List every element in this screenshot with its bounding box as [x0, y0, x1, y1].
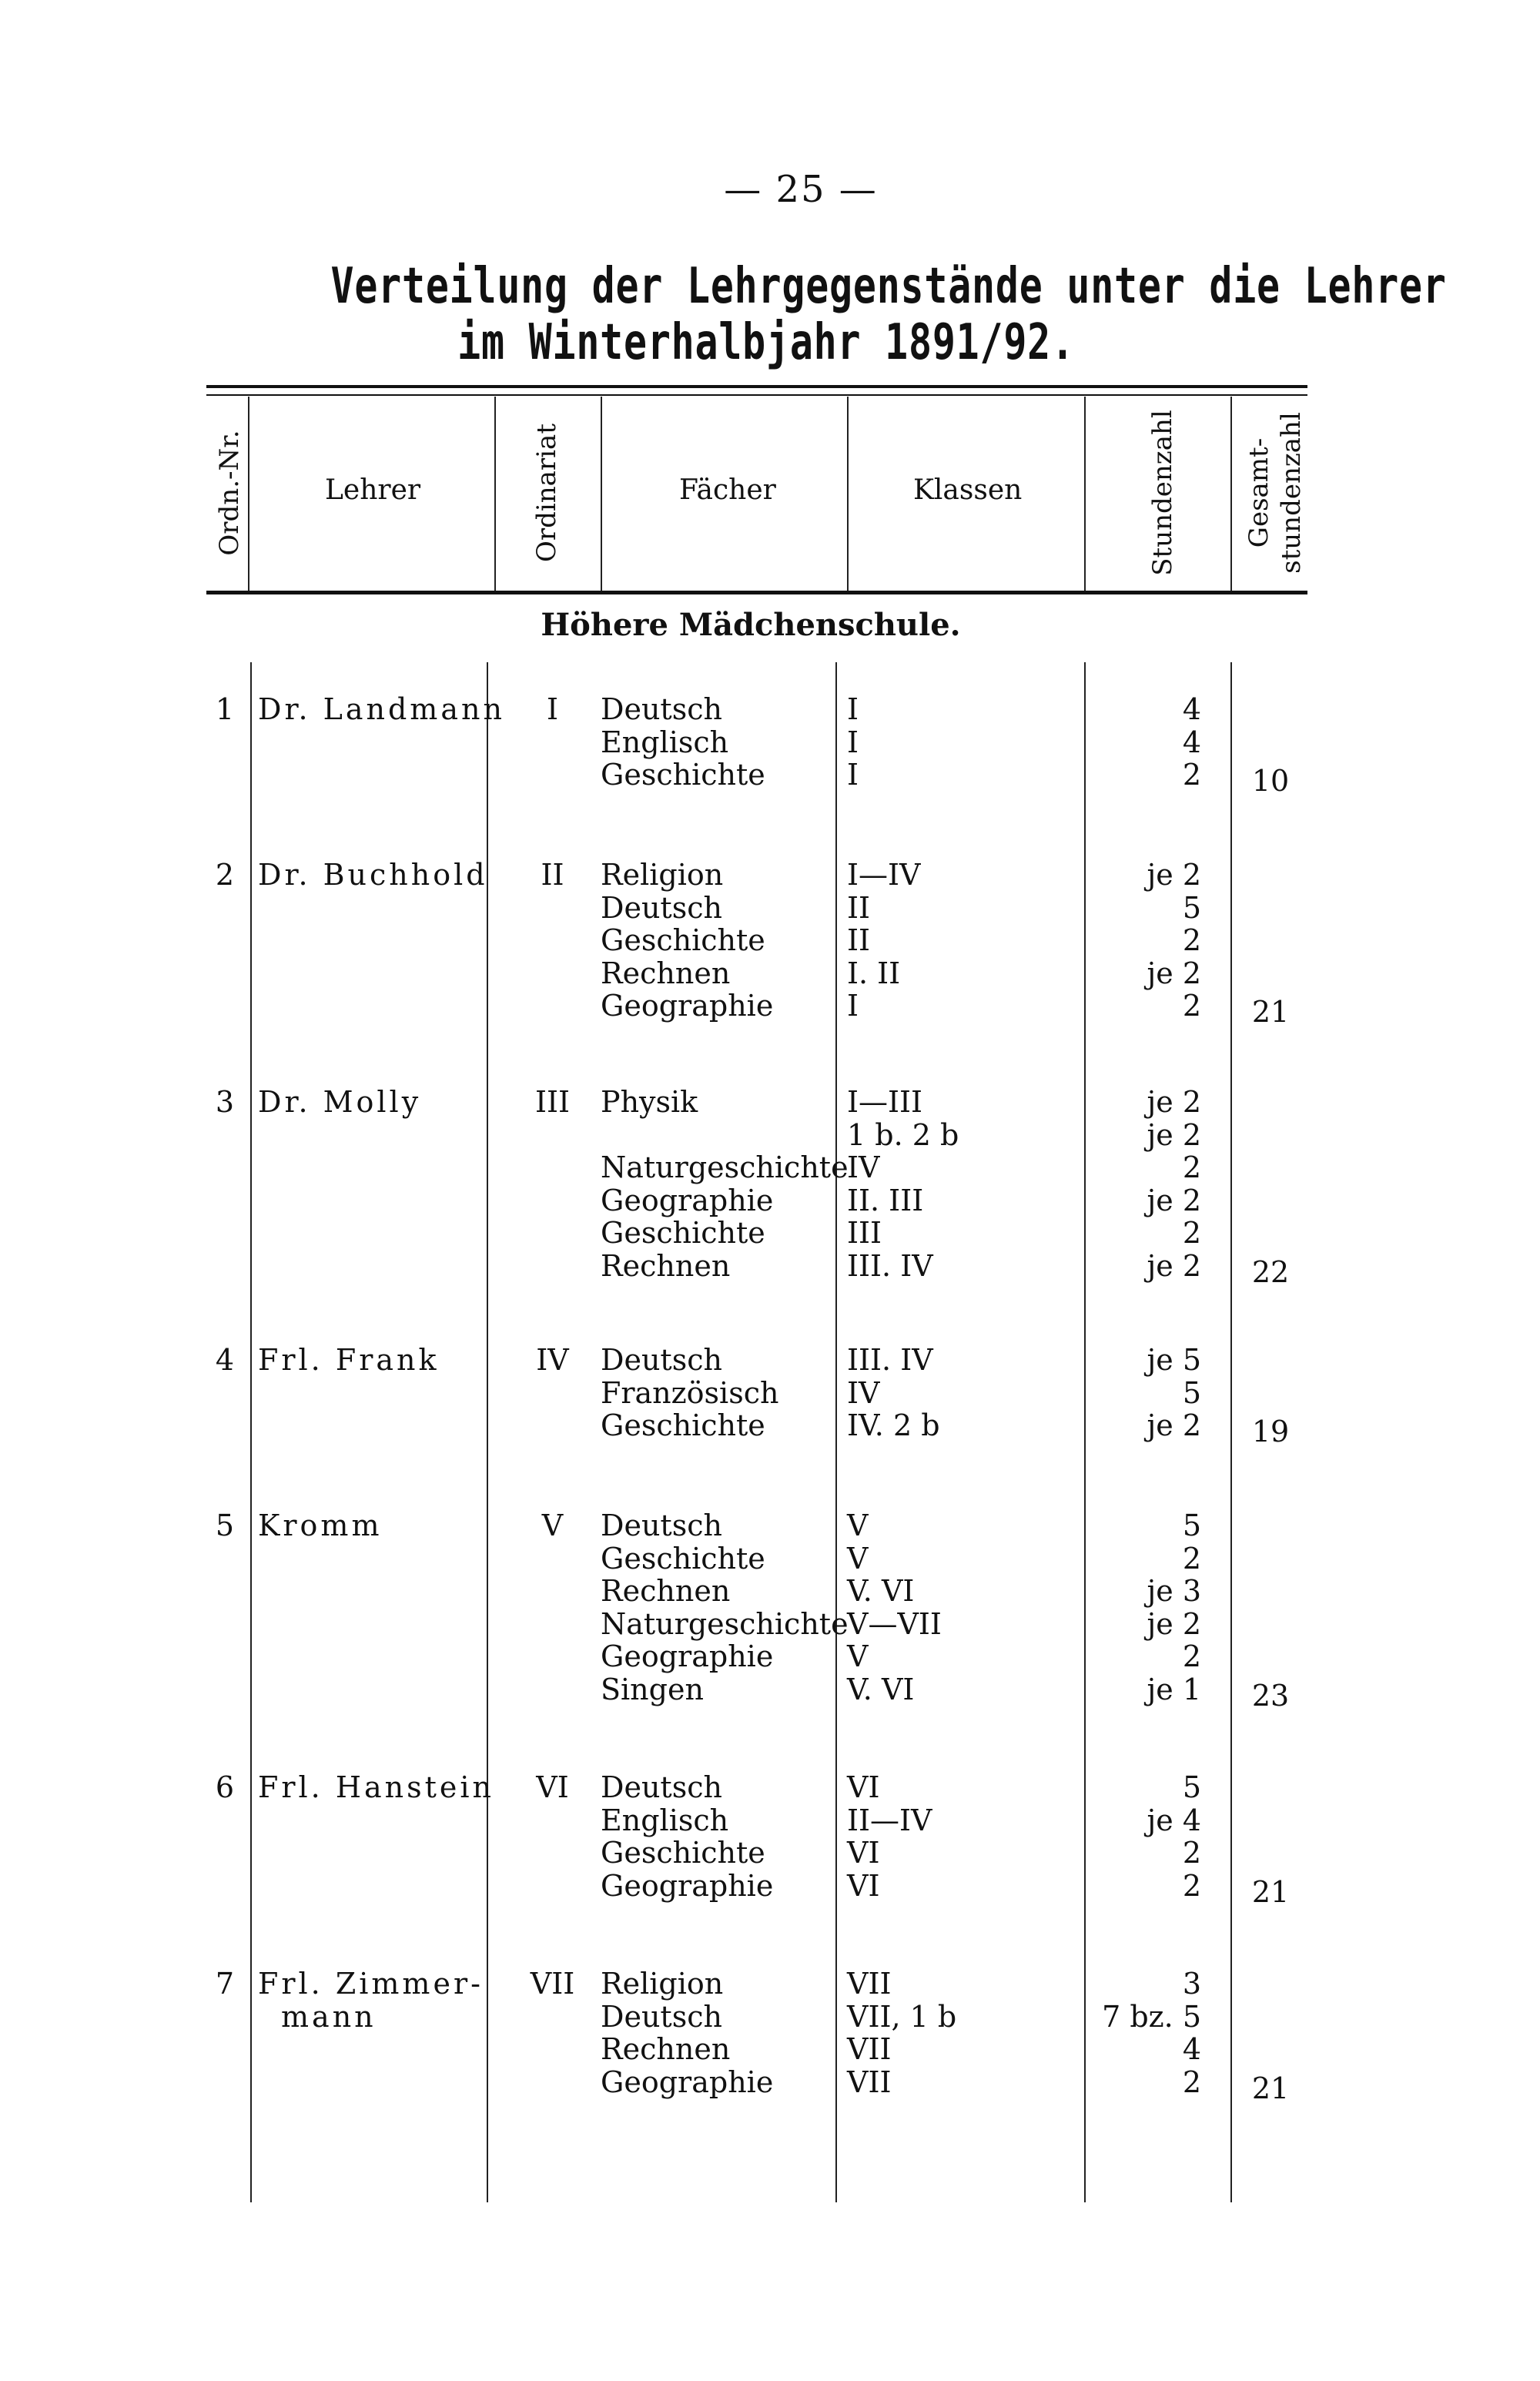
body-divider: [1230, 662, 1232, 2202]
class-value: IV. 2 b: [847, 1408, 940, 1442]
class-value: II: [847, 890, 871, 925]
header-ordinariat: Ordinariat: [531, 424, 562, 562]
class-value: V: [847, 1509, 869, 1542]
class-value: VI: [847, 1770, 880, 1804]
hours-value: 2: [1182, 1868, 1201, 1903]
class-value: VI: [847, 1868, 880, 1903]
subject-name: Rechnen: [601, 1248, 731, 1283]
header-top-rule: [206, 385, 1307, 388]
subject-name: Naturgeschichte: [601, 1150, 849, 1184]
class-value: V. VI: [847, 1574, 915, 1608]
subject-name: Geschichte: [601, 758, 765, 792]
subject-name: Englisch: [601, 1803, 729, 1837]
hours-value: 7 bz. 5: [1102, 1999, 1201, 2034]
row-number: 5: [215, 1509, 234, 1542]
hours-value: je 2: [1147, 1085, 1201, 1119]
class-value: I: [847, 692, 859, 726]
header-gesamt: Gesamt-: [1244, 437, 1274, 548]
total-hours: 22: [1251, 1254, 1290, 1289]
class-value: II: [847, 923, 871, 957]
class-value: IV: [847, 1150, 880, 1184]
hours-value: je 2: [1147, 1248, 1201, 1283]
teacher-name: Kromm: [258, 1509, 383, 1542]
subject-name: Religion: [601, 858, 724, 892]
ordinariat-value: V: [541, 1509, 564, 1542]
ordinariat-value: VI: [536, 1770, 569, 1804]
hours-value: je 2: [1147, 956, 1201, 990]
hours-value: 5: [1182, 1770, 1201, 1804]
class-value: I—IV: [847, 858, 921, 892]
subject-name: Naturgeschichte: [601, 1606, 849, 1641]
header-klassen: Klassen: [913, 474, 1023, 506]
hours-value: je 2: [1147, 858, 1201, 892]
hours-value: 2: [1182, 2065, 1201, 2099]
class-value: I. II: [847, 956, 901, 990]
hours-value: je 1: [1147, 1672, 1201, 1706]
class-value: V: [847, 1639, 869, 1673]
row-number: 4: [215, 1343, 234, 1377]
subject-name: Rechnen: [601, 2032, 731, 2066]
subject-name: Religion: [601, 1967, 724, 2001]
class-value: III. IV: [847, 1343, 933, 1377]
ordinariat-value: IV: [536, 1343, 569, 1377]
subject-name: Geographie: [601, 1639, 774, 1673]
class-value: VII, 1 b: [847, 1999, 957, 2034]
subject-name: Deutsch: [601, 1999, 722, 2034]
hours-value: 4: [1182, 692, 1201, 726]
class-value: V: [847, 1541, 869, 1576]
row-number: 2: [215, 858, 234, 892]
subject-name: Geographie: [601, 1183, 774, 1217]
teacher-name: Dr. Buchhold: [258, 858, 488, 892]
header-lehrer: Lehrer: [325, 474, 421, 506]
section-title: Höhere Mädchenschule.: [541, 607, 961, 643]
subject-name: Geographie: [601, 1868, 774, 1903]
ordinariat-value: II: [541, 858, 564, 892]
hours-value: 2: [1182, 758, 1201, 792]
row-number: 6: [215, 1770, 234, 1804]
subject-name: Physik: [601, 1085, 698, 1119]
body-divider: [250, 662, 252, 2202]
class-value: IV: [847, 1375, 880, 1410]
hours-value: 5: [1182, 1375, 1201, 1410]
hours-value: 2: [1182, 1216, 1201, 1250]
row-number: 1: [215, 692, 234, 726]
subject-name: Geschichte: [601, 1216, 765, 1250]
body-divider: [1084, 662, 1086, 2202]
class-value: I: [847, 989, 859, 1023]
subject-name: Geschichte: [601, 1408, 765, 1442]
row-number: 7: [215, 1967, 234, 2001]
total-hours: 21: [1251, 995, 1290, 1029]
header-divider: [1230, 397, 1232, 591]
class-value: VII: [847, 1967, 892, 2001]
ordinariat-value: I: [546, 692, 558, 726]
header-bottom-rule: [206, 591, 1307, 594]
ordinariat-value: III: [534, 1085, 571, 1119]
total-hours: 10: [1251, 764, 1290, 798]
subject-name: Deutsch: [601, 692, 722, 726]
subject-name: Englisch: [601, 725, 729, 759]
hours-value: 2: [1182, 989, 1201, 1023]
hours-value: 2: [1182, 1639, 1201, 1673]
hours-value: 2: [1182, 1836, 1201, 1870]
class-value: I: [847, 725, 859, 759]
header-divider: [1084, 397, 1086, 591]
teacher-name: mann: [281, 1999, 377, 2034]
class-value: III. IV: [847, 1248, 933, 1283]
teacher-name: Frl. Hanstein: [258, 1770, 494, 1804]
class-value: V. VI: [847, 1672, 915, 1706]
header-ordn-nr: Ordn.-Nr.: [214, 430, 245, 556]
ordinariat-value: VII: [530, 1967, 575, 2001]
hours-value: je 2: [1147, 1183, 1201, 1217]
header-gesamt-stundenzahl: stundenzahl: [1276, 412, 1307, 574]
class-value: I: [847, 758, 859, 792]
class-value: II—IV: [847, 1803, 932, 1837]
page-title: Verteilung der Lehrgegenstände unter die Lehrer: [330, 258, 1447, 315]
class-value: I—III: [847, 1085, 923, 1119]
subject-name: Deutsch: [601, 1343, 722, 1377]
hours-value: je 2: [1147, 1606, 1201, 1641]
hours-value: 2: [1182, 1541, 1201, 1576]
total-hours: 19: [1251, 1415, 1290, 1448]
header-top-rule-thin: [206, 394, 1307, 396]
subject-name: Französisch: [601, 1375, 779, 1410]
body-divider: [487, 662, 488, 2202]
header-divider: [847, 397, 849, 591]
class-value: III: [847, 1216, 882, 1250]
teacher-name: Frl. Frank: [258, 1343, 440, 1377]
header-divider: [601, 397, 602, 591]
subject-name: Deutsch: [601, 890, 722, 925]
header-stundenzahl: Stundenzahl: [1147, 410, 1178, 576]
class-value: 1 b. 2 b: [847, 1117, 959, 1152]
subject-name: Singen: [601, 1672, 704, 1706]
subject-name: Geschichte: [601, 1836, 765, 1870]
hours-value: je 2: [1147, 1117, 1201, 1152]
hours-value: 5: [1182, 890, 1201, 925]
hours-value: 4: [1182, 2032, 1201, 2066]
hours-value: 4: [1182, 725, 1201, 759]
header-faecher: Fächer: [679, 474, 776, 506]
subject-name: Geographie: [601, 989, 774, 1023]
class-value: VI: [847, 1836, 880, 1870]
total-hours: 23: [1251, 1678, 1290, 1713]
hours-value: 5: [1182, 1509, 1201, 1542]
hours-value: 2: [1182, 923, 1201, 957]
teacher-name: Frl. Zimmer-: [258, 1967, 484, 2001]
header-divider: [248, 397, 249, 591]
total-hours: 21: [1251, 2071, 1290, 2105]
total-hours: 21: [1251, 1874, 1290, 1909]
teacher-name: Dr. Molly: [258, 1085, 422, 1119]
subject-name: Rechnen: [601, 1574, 731, 1608]
class-value: V—VII: [847, 1606, 942, 1641]
teacher-name: Dr. Landmann: [258, 692, 505, 726]
page-number: — 25 —: [724, 168, 878, 211]
hours-value: je 2: [1147, 1408, 1201, 1442]
subject-name: Deutsch: [601, 1770, 722, 1804]
row-number: 3: [215, 1085, 234, 1119]
class-value: II. III: [847, 1183, 924, 1217]
subject-name: Geschichte: [601, 923, 765, 957]
hours-value: 2: [1182, 1150, 1201, 1184]
subject-name: Deutsch: [601, 1509, 722, 1542]
hours-value: je 4: [1147, 1803, 1201, 1837]
subject-name: Rechnen: [601, 956, 731, 990]
header-divider: [494, 397, 496, 591]
hours-value: je 3: [1147, 1574, 1201, 1608]
subject-name: Geschichte: [601, 1541, 765, 1576]
class-value: VII: [847, 2065, 892, 2099]
page-subtitle: im Winterhalbjahr 1891/92.: [457, 314, 1075, 371]
class-value: VII: [847, 2032, 892, 2066]
subject-name: Geographie: [601, 2065, 774, 2099]
hours-value: je 5: [1147, 1343, 1201, 1377]
hours-value: 3: [1182, 1967, 1201, 2001]
body-divider: [835, 662, 837, 2202]
